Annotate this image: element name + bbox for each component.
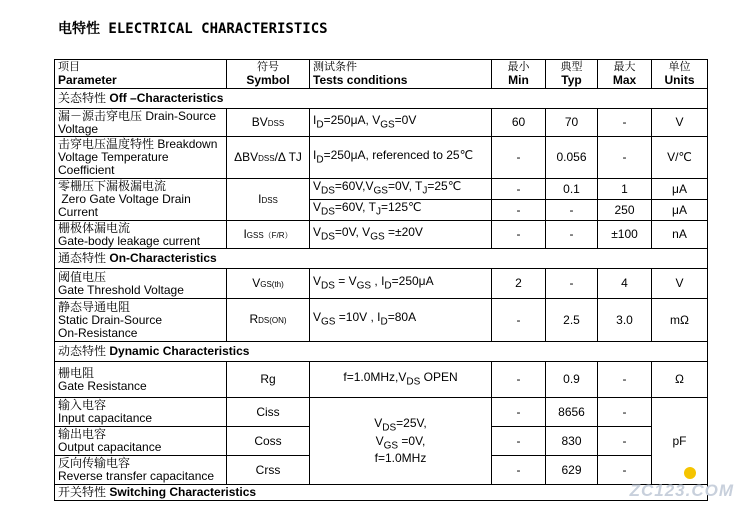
table-row-bvdss: 漏－源击穿电压 Drain-Source Voltage BVDSS $I_D=250\mu A$, $V_{GS}=0V$ 60 70 - V (55, 109, 708, 137)
watermark-dot-icon (684, 467, 696, 479)
section-row-switching: 开关特性 Switching Characteristics (55, 485, 708, 501)
table-row-idss-125c: $V_{DS}=60V$, $T_J=125℃$ - - 250 μA (55, 200, 708, 221)
header-conditions: 测试条件 Tests conditions (310, 60, 492, 89)
section-row-on: 通态特性 On-Characteristics (55, 249, 708, 269)
table-header-row (55, 60, 708, 89)
table-row-coss: 输出电容 Output capacitance Coss - 830 - (55, 427, 708, 456)
table-row-idss-25c: 零栅压下漏极漏电流 Zero Gate Voltage Drain Current IDSS $V_{DS}=60V,V_{GS}=0V$, $T_J=25℃$ - 0.1 1 μA (55, 179, 708, 200)
watermark: ZC123.COM (629, 481, 734, 500)
section-row-dynamic: 动态特性 Dynamic Characteristics (55, 342, 708, 362)
table-row-rg: 栅电阻 Gate Resistance Rg $f=1.0MHz,V_{DS}$ OPEN - 0.9 - Ω (55, 362, 708, 398)
table-row-vth: 阈值电压 Gate Threshold Voltage VGS(th) $V_{DS} = V_{GS}$ , $I_D=250\mu A$ 2 - 4 V (55, 269, 708, 299)
table-row-igss: 栅极体漏电流 Gate-body leakage current IGSS（F/R） $V_{DS}=0V$, $V_{GS} =\pm 20V$ - - ±100 nA (55, 221, 708, 249)
header-parameter: 项目 Parameter (55, 60, 227, 89)
electrical-characteristics-table (54, 59, 708, 501)
header-max: 最大 Max (598, 60, 652, 89)
section-heading: 电特性 ELECTRICAL CHARACTERISTICS (58, 21, 328, 37)
header-units: 单位 Units (652, 60, 708, 89)
table-row-crss: 反向传输电容 Reverse transfer capacitance Crss - 629 - (55, 456, 708, 485)
section-row-off: 关态特性 Off –Characteristics (55, 89, 708, 109)
table-row-rdson: 静态导通电阻 Static Drain-Source On-Resistance RDS(ON) $V_{GS} =10V$ , $I_D=80A$ - 2.5 3.0 mΩ (55, 299, 708, 342)
header-symbol: 符号 Symbol (227, 60, 310, 89)
table-row-breakdown-tc: 击穿电压温度特性 Breakdown Voltage Temperature Coefficient ΔBVDSS/Δ TJ $I_D=250\mu A$, referenced to 25℃ - 0.056 - V/℃ (55, 137, 708, 179)
table-row-ciss: 输入电容 Input capacitance Ciss $V_{DS}=25V$, $V_{GS} =0V$, f=1.0MHz - 8656 - pF (55, 398, 708, 427)
header-typ: 典型 Typ (546, 60, 598, 89)
header-min: 最小 Min (492, 60, 546, 89)
